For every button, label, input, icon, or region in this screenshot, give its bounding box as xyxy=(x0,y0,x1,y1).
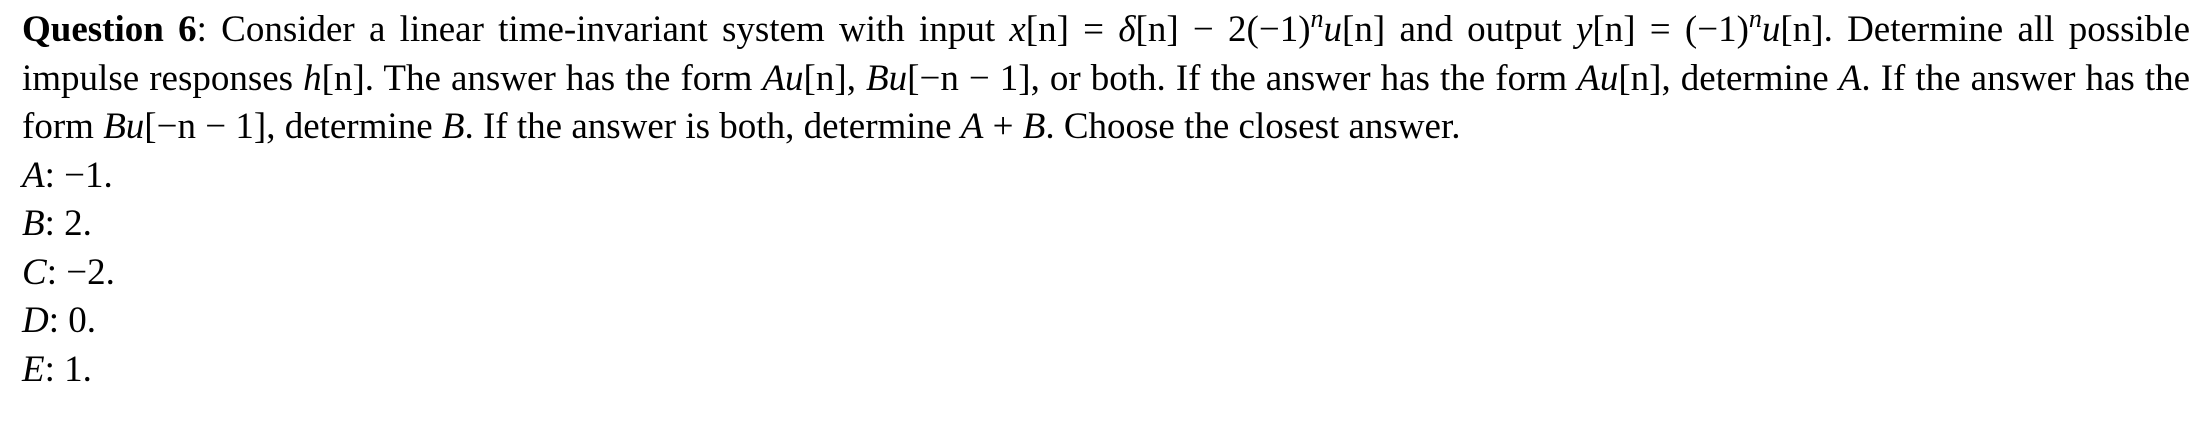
equals-sign-2: = xyxy=(1635,9,1685,50)
output-u: u xyxy=(1761,9,1781,50)
output-arg2: [n] xyxy=(1780,9,1824,50)
option-letter: C xyxy=(22,251,47,293)
option-c xyxy=(22,249,2190,298)
output-arg: [n] xyxy=(1592,9,1636,50)
equals-sign: = xyxy=(1068,9,1119,50)
form-arg-1: [n] xyxy=(803,57,847,99)
determine-B-text: , determine xyxy=(266,106,433,147)
question-intro: Consider a linear time-invariant system with input xyxy=(221,9,996,50)
form-A-4: A xyxy=(960,106,984,147)
output-exponent: n xyxy=(1748,4,1762,33)
form-u-3: u xyxy=(1599,57,1619,99)
form-arg-3: [n] xyxy=(1618,57,1662,99)
option-letter: B xyxy=(22,203,45,244)
form-arg-2: [−n − 1] xyxy=(907,57,1031,99)
form-A-2: A xyxy=(1577,57,1600,99)
input-u: u xyxy=(1323,9,1343,50)
comma-1: , xyxy=(846,57,856,99)
option-letter: A xyxy=(22,154,45,196)
form-u-1: u xyxy=(785,57,804,99)
determine-A-text: , determine xyxy=(1661,57,1829,99)
form-A-3: A xyxy=(1838,57,1862,99)
answer-form-text: . The answer has the form xyxy=(364,57,753,99)
determine-text: Determine all possible impulse responses xyxy=(22,9,2190,99)
answer-options xyxy=(22,152,2190,395)
option-letter: D xyxy=(22,300,49,341)
input-arg: [n] xyxy=(1025,9,1069,50)
form-arg-4: [−n − 1] xyxy=(144,106,267,147)
input-rest: [n] − 2(−1) xyxy=(1135,9,1311,50)
option-value: : 0. xyxy=(48,300,97,341)
output-var: y xyxy=(1575,9,1593,50)
form-B-2: B xyxy=(103,106,126,147)
output-rest: (−1) xyxy=(1684,9,1749,50)
and-output-text: and output xyxy=(1385,9,1576,50)
option-letter: E xyxy=(22,348,45,390)
option-e xyxy=(22,346,2190,395)
form-u-4: u xyxy=(125,106,145,147)
input-arg2: [n] xyxy=(1342,9,1386,50)
form-B-4: B xyxy=(1022,106,1046,147)
form-u-2: u xyxy=(888,57,908,99)
option-value: : −1. xyxy=(44,154,113,196)
if-form-text: . If the answer has the form xyxy=(22,57,2191,147)
option-value: : −2. xyxy=(46,251,115,293)
input-var: x xyxy=(1009,9,1026,50)
end-period: . xyxy=(1045,106,1055,147)
question-label: Question 6 xyxy=(22,9,197,50)
option-d xyxy=(22,297,2190,346)
question-text xyxy=(22,6,2190,152)
sentence-period: . xyxy=(1823,9,1833,50)
or-both-text: , or both. If the answer has the form xyxy=(1030,57,1568,99)
document-page xyxy=(22,6,2190,394)
h-var: h xyxy=(303,57,322,99)
plus-sign: + xyxy=(983,106,1023,147)
option-value: : 1. xyxy=(44,348,92,390)
form-B-1: B xyxy=(866,57,889,99)
option-value: : 2. xyxy=(44,203,92,244)
input-delta: δ xyxy=(1118,9,1136,50)
option-b xyxy=(22,200,2190,249)
question-colon: : xyxy=(196,9,207,50)
choose-text: Choose the closest answer. xyxy=(1063,106,1461,147)
option-a xyxy=(22,152,2190,201)
form-A-1: A xyxy=(762,57,786,99)
if-both-text: . If the answer is both, determine xyxy=(464,106,952,147)
form-B-3: B xyxy=(441,106,465,147)
input-exponent: n xyxy=(1310,4,1324,33)
h-arg: [n] xyxy=(321,57,365,99)
